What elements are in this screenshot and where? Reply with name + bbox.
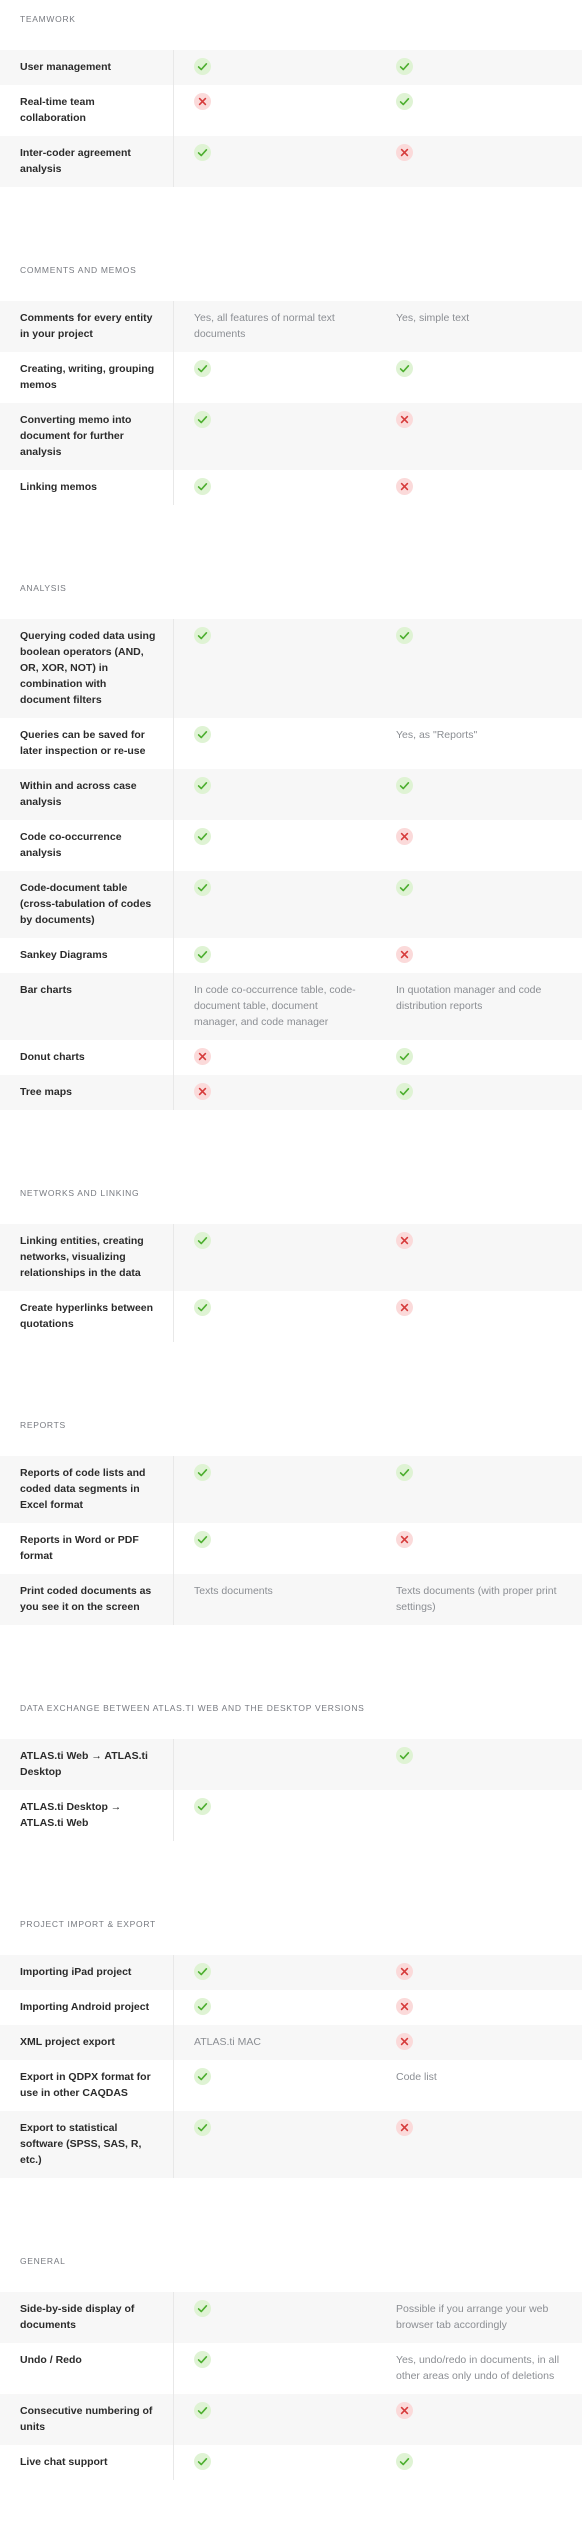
check-icon: [194, 1531, 211, 1548]
feature-label: ATLAS.ti Web → ATLAS.ti Desktop: [0, 1739, 174, 1790]
value-cell-web: [174, 1291, 376, 1342]
table-row: [0, 403, 582, 470]
value-text: Yes, simple text: [396, 312, 470, 324]
value-cell-web: [174, 2025, 376, 2060]
value-cell-other: [376, 619, 582, 718]
cross-icon: [396, 1963, 413, 1980]
section-title: TEAMWORK: [20, 14, 76, 24]
section-title: DATA EXCHANGE BETWEEN ATLAS.TI WEB AND THE DESKTOP VERSIONS: [20, 1703, 365, 1713]
value-cell-web: [174, 1574, 376, 1625]
value-text: Code list: [396, 2071, 437, 2083]
value-cell-web: [174, 301, 376, 352]
section: [0, 1174, 582, 1406]
value-cell-web: [174, 1990, 376, 2025]
check-icon: [194, 777, 211, 794]
feature-label: Within and across case analysis: [0, 769, 174, 820]
check-icon: [194, 478, 211, 495]
section: [0, 1689, 582, 1905]
table-row: [0, 2343, 582, 2394]
value-cell-web: [174, 2445, 376, 2480]
feature-label: Bar charts: [0, 973, 174, 1040]
value-cell-other: [376, 1574, 582, 1625]
value-cell-other: [376, 470, 582, 505]
value-cell-other: [376, 50, 582, 85]
section: [0, 1406, 582, 1689]
table-row: [0, 301, 582, 352]
value-cell-web: [174, 820, 376, 871]
value-cell-other: [376, 1456, 582, 1523]
value-cell-web: [174, 1456, 376, 1523]
check-icon: [194, 411, 211, 428]
cross-icon: [396, 828, 413, 845]
cross-icon: [194, 1048, 211, 1065]
section-title: COMMENTS AND MEMOS: [20, 265, 137, 275]
value-cell-other: [376, 2394, 582, 2445]
feature-label: Importing iPad project: [0, 1955, 174, 1990]
value-cell-web: [174, 938, 376, 973]
value-cell-other: [376, 1040, 582, 1075]
table-row: [0, 1456, 582, 1523]
table-row: [0, 1739, 582, 1790]
cross-icon: [396, 1531, 413, 1548]
feature-label: User management: [0, 50, 174, 85]
check-icon: [194, 2402, 211, 2419]
check-icon: [194, 726, 211, 743]
feature-label: Queries can be saved for later inspection or re-use: [0, 718, 174, 769]
value-cell-other: [376, 1224, 582, 1291]
value-cell-other: [376, 973, 582, 1040]
check-icon: [194, 1798, 211, 1815]
table-row: [0, 2394, 582, 2445]
feature-label: XML project export: [0, 2025, 174, 2060]
table-row: [0, 470, 582, 505]
cross-icon: [396, 478, 413, 495]
table-row: [0, 1224, 582, 1291]
table-row: [0, 2445, 582, 2480]
check-icon: [194, 144, 211, 161]
feature-label: Code-document table (cross-tabulation of codes by documents): [0, 871, 174, 938]
feature-label: Reports in Word or PDF format: [0, 1523, 174, 1574]
value-cell-web: [174, 136, 376, 187]
value-cell-other: [376, 2025, 582, 2060]
value-cell-web: [174, 1739, 376, 1790]
check-icon: [194, 2300, 211, 2317]
value-cell-other: [376, 1990, 582, 2025]
feature-label: Comments for every entity in your project: [0, 301, 174, 352]
value-cell-web: [174, 470, 376, 505]
value-text: Yes, undo/redo in documents, in all other areas only undo of deletions: [396, 2354, 560, 2382]
feature-label: Creating, writing, grouping memos: [0, 352, 174, 403]
value-cell-other: [376, 352, 582, 403]
check-icon: [396, 879, 413, 896]
value-cell-web: [174, 403, 376, 470]
table-row: [0, 85, 582, 136]
value-cell-web: [174, 1955, 376, 1990]
value-text: In quotation manager and code distribution reports: [396, 984, 542, 1012]
feature-label: Export in QDPX format for use in other CAQDAS: [0, 2060, 174, 2111]
section: [0, 0, 582, 251]
table-row: [0, 619, 582, 718]
check-icon: [194, 2351, 211, 2368]
value-cell-web: [174, 2292, 376, 2343]
cross-icon: [396, 2119, 413, 2136]
section: [0, 251, 582, 569]
check-icon: [194, 1963, 211, 1980]
value-cell-other: [376, 136, 582, 187]
value-cell-web: [174, 973, 376, 1040]
cross-icon: [396, 946, 413, 963]
cross-icon: [396, 144, 413, 161]
value-text: Possible if you arrange your web browser tab accordingly: [396, 2303, 549, 2331]
table-row: [0, 871, 582, 938]
check-icon: [396, 777, 413, 794]
check-icon: [396, 1083, 413, 1100]
value-cell-web: [174, 619, 376, 718]
section: [0, 1905, 582, 2242]
check-icon: [194, 2119, 211, 2136]
value-cell-other: [376, 85, 582, 136]
feature-label: Consecutive numbering of units: [0, 2394, 174, 2445]
value-text: Texts documents: [194, 1585, 273, 1597]
cross-icon: [396, 1299, 413, 1316]
check-icon: [194, 1232, 211, 1249]
table-row: [0, 973, 582, 1040]
cross-icon: [396, 2402, 413, 2419]
table-row: [0, 718, 582, 769]
value-cell-other: [376, 938, 582, 973]
value-cell-other: [376, 2060, 582, 2111]
check-icon: [194, 1998, 211, 2015]
check-icon: [396, 360, 413, 377]
feature-label: Linking entities, creating networks, visualizing relationships in the data: [0, 1224, 174, 1291]
value-cell-web: [174, 2394, 376, 2445]
check-icon: [396, 2453, 413, 2470]
feature-label: Real-time team collaboration: [0, 85, 174, 136]
check-icon: [194, 879, 211, 896]
value-cell-other: [376, 769, 582, 820]
value-cell-other: [376, 718, 582, 769]
feature-label: Linking memos: [0, 470, 174, 505]
table-row: [0, 2025, 582, 2060]
check-icon: [194, 2068, 211, 2085]
section-title: PROJECT IMPORT & EXPORT: [20, 1919, 156, 1929]
check-icon: [194, 627, 211, 644]
value-cell-other: [376, 2292, 582, 2343]
check-icon: [194, 58, 211, 75]
table-row: [0, 2292, 582, 2343]
feature-label: Live chat support: [0, 2445, 174, 2480]
section-title: GENERAL: [20, 2256, 66, 2266]
feature-label: Code co-occurrence analysis: [0, 820, 174, 871]
check-icon: [194, 1299, 211, 1316]
feature-label: Inter-coder agreement analysis: [0, 136, 174, 187]
table-row: [0, 1523, 582, 1574]
feature-label: Tree maps: [0, 1075, 174, 1110]
value-cell-web: [174, 1040, 376, 1075]
value-cell-other: [376, 820, 582, 871]
value-cell-other: [376, 301, 582, 352]
feature-label: Print coded documents as you see it on the screen: [0, 1574, 174, 1625]
section-title: ANALYSIS: [20, 583, 67, 593]
check-icon: [396, 627, 413, 644]
table-row: [0, 1955, 582, 1990]
value-text: In code co-occurrence table, code-document table, document manager, and code manager: [194, 984, 356, 1028]
value-cell-other: [376, 871, 582, 938]
value-cell-other: [376, 2445, 582, 2480]
check-icon: [396, 58, 413, 75]
table-row: [0, 136, 582, 187]
check-icon: [396, 93, 413, 110]
value-text: Yes, all features of normal text documents: [194, 312, 335, 340]
value-text: ATLAS.ti MAC: [194, 2036, 261, 2048]
table-row: [0, 50, 582, 85]
value-cell-other: [376, 2343, 582, 2394]
table-row: [0, 1291, 582, 1342]
section-title: NETWORKS AND LINKING: [20, 1188, 140, 1198]
value-cell-web: [174, 2111, 376, 2178]
cross-icon: [194, 1083, 211, 1100]
table-row: [0, 1075, 582, 1110]
feature-label: Donut charts: [0, 1040, 174, 1075]
table-row: [0, 938, 582, 973]
value-cell-web: [174, 1224, 376, 1291]
value-cell-other: [376, 1291, 582, 1342]
value-cell-web: [174, 2343, 376, 2394]
value-cell-web: [174, 1075, 376, 1110]
section: [0, 2242, 582, 2544]
value-cell-web: [174, 85, 376, 136]
check-icon: [396, 1464, 413, 1481]
value-cell-other: [376, 1075, 582, 1110]
value-cell-web: [174, 1523, 376, 1574]
check-icon: [194, 2453, 211, 2470]
table-row: [0, 820, 582, 871]
feature-label: Export to statistical software (SPSS, SAS, R, etc.): [0, 2111, 174, 2178]
table-row: [0, 1790, 582, 1841]
table-row: [0, 1574, 582, 1625]
value-cell-other: [376, 1739, 582, 1790]
feature-label: Side-by-side display of documents: [0, 2292, 174, 2343]
check-icon: [194, 828, 211, 845]
feature-label: Sankey Diagrams: [0, 938, 174, 973]
value-cell-other: [376, 1523, 582, 1574]
check-icon: [194, 1464, 211, 1481]
section: [0, 569, 582, 1174]
table-row: [0, 1040, 582, 1075]
value-cell-web: [174, 1790, 376, 1841]
value-cell-other: [376, 2111, 582, 2178]
value-cell-web: [174, 718, 376, 769]
check-icon: [396, 1048, 413, 1065]
cross-icon: [396, 1232, 413, 1249]
value-cell-other: [376, 1790, 582, 1841]
feature-label: ATLAS.ti Desktop → ATLAS.ti Web: [0, 1790, 174, 1841]
value-cell-other: [376, 403, 582, 470]
value-cell-web: [174, 50, 376, 85]
cross-icon: [396, 411, 413, 428]
cross-icon: [194, 93, 211, 110]
table-row: [0, 1990, 582, 2025]
feature-label: Create hyperlinks between quotations: [0, 1291, 174, 1342]
feature-label: Reports of code lists and coded data segments in Excel format: [0, 1456, 174, 1523]
section-title: REPORTS: [20, 1420, 66, 1430]
check-icon: [194, 360, 211, 377]
cross-icon: [396, 1998, 413, 2015]
value-cell-other: [376, 1955, 582, 1990]
table-row: [0, 352, 582, 403]
value-text: Yes, as "Reports": [396, 729, 478, 741]
cross-icon: [396, 2033, 413, 2050]
table-row: [0, 769, 582, 820]
table-row: [0, 2111, 582, 2178]
value-cell-web: [174, 352, 376, 403]
value-text: Texts documents (with proper print settings): [396, 1585, 557, 1613]
value-cell-web: [174, 871, 376, 938]
value-cell-web: [174, 769, 376, 820]
table-row: [0, 2060, 582, 2111]
feature-label: Converting memo into document for further analysis: [0, 403, 174, 470]
feature-label: Undo / Redo: [0, 2343, 174, 2394]
value-cell-web: [174, 2060, 376, 2111]
check-icon: [396, 1747, 413, 1764]
feature-label: Importing Android project: [0, 1990, 174, 2025]
check-icon: [194, 946, 211, 963]
feature-label: Querying coded data using boolean operators (AND, OR, XOR, NOT) in combination with document filters: [0, 619, 174, 718]
